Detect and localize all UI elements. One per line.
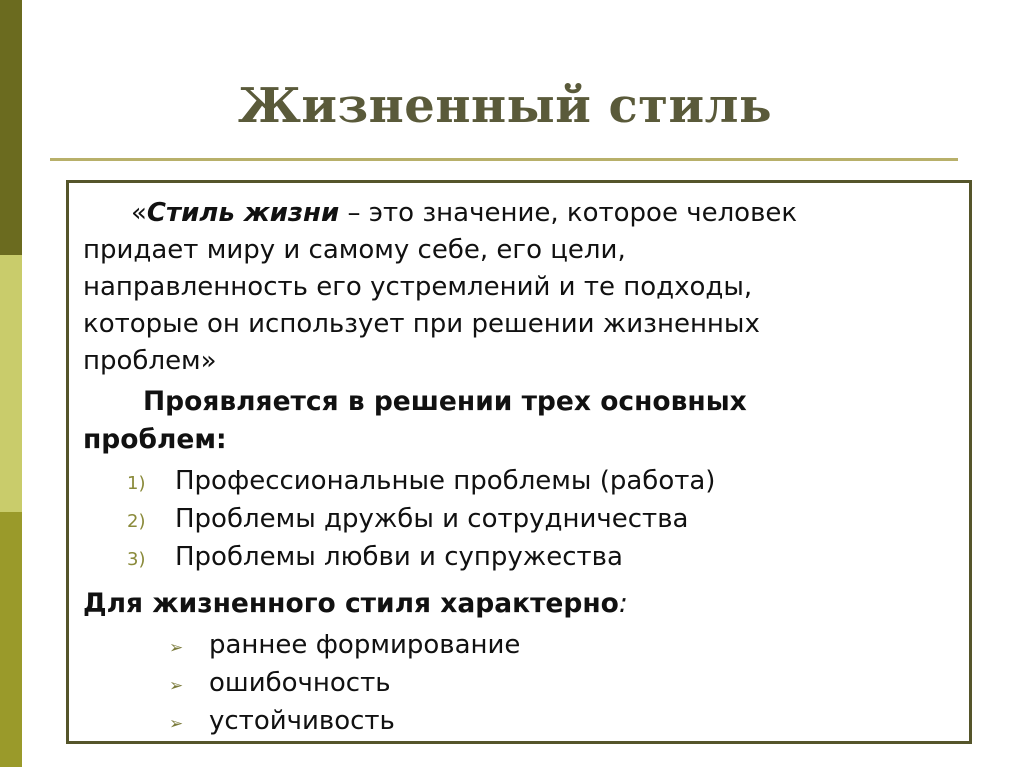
list-item bbox=[169, 703, 395, 743]
features-heading bbox=[83, 585, 963, 623]
content-box bbox=[66, 180, 972, 744]
definition-line3: направленность его устремлений и те подходы, bbox=[83, 272, 753, 302]
list-item bbox=[127, 539, 623, 578]
list-item-text: раннее формирование bbox=[209, 630, 521, 660]
problems-heading-line2: проблем: bbox=[83, 424, 227, 455]
side-bar-dark bbox=[0, 0, 22, 255]
definition-line5: проблем» bbox=[83, 346, 217, 376]
slide-title: Жизненный стиль bbox=[237, 78, 773, 134]
list-item-text: устойчивость bbox=[209, 706, 395, 736]
list-number: 1) bbox=[127, 473, 146, 494]
side-bar-mid bbox=[0, 512, 22, 767]
problems-heading bbox=[83, 383, 963, 459]
features-heading-colon: : bbox=[618, 588, 628, 619]
definition-line2: придает миру и самому себе, его цели, bbox=[83, 235, 626, 265]
list-number: 3) bbox=[127, 549, 146, 570]
list-item bbox=[127, 463, 715, 502]
list-number: 2) bbox=[127, 511, 146, 532]
list-item-text: Профессиональные проблемы (работа) bbox=[175, 466, 716, 496]
arrow-bullet-icon: ➢ bbox=[169, 676, 184, 696]
problems-heading-line1: Проявляется в решении трех основных bbox=[143, 386, 747, 417]
list-item-text: ошибочность bbox=[209, 668, 391, 698]
title-underline bbox=[50, 158, 958, 161]
features-heading-text: Для жизненного стиля характерно bbox=[83, 588, 619, 619]
side-bar-light bbox=[0, 255, 22, 512]
list-item bbox=[169, 627, 520, 667]
list-item bbox=[169, 665, 391, 705]
arrow-bullet-icon: ➢ bbox=[169, 638, 184, 658]
definition-line4: которые он использует при решении жизненных bbox=[83, 309, 760, 339]
list-item bbox=[127, 501, 688, 540]
definition-line1: – это значение, которое человек bbox=[339, 198, 798, 228]
definition-paragraph bbox=[83, 195, 963, 380]
definition-term: Стиль жизни bbox=[146, 198, 340, 228]
open-quote: « bbox=[131, 198, 147, 228]
list-item-text: Проблемы любви и супружества bbox=[175, 542, 623, 572]
list-item-text: Проблемы дружбы и сотрудничества bbox=[175, 504, 689, 534]
arrow-bullet-icon: ➢ bbox=[169, 714, 184, 734]
